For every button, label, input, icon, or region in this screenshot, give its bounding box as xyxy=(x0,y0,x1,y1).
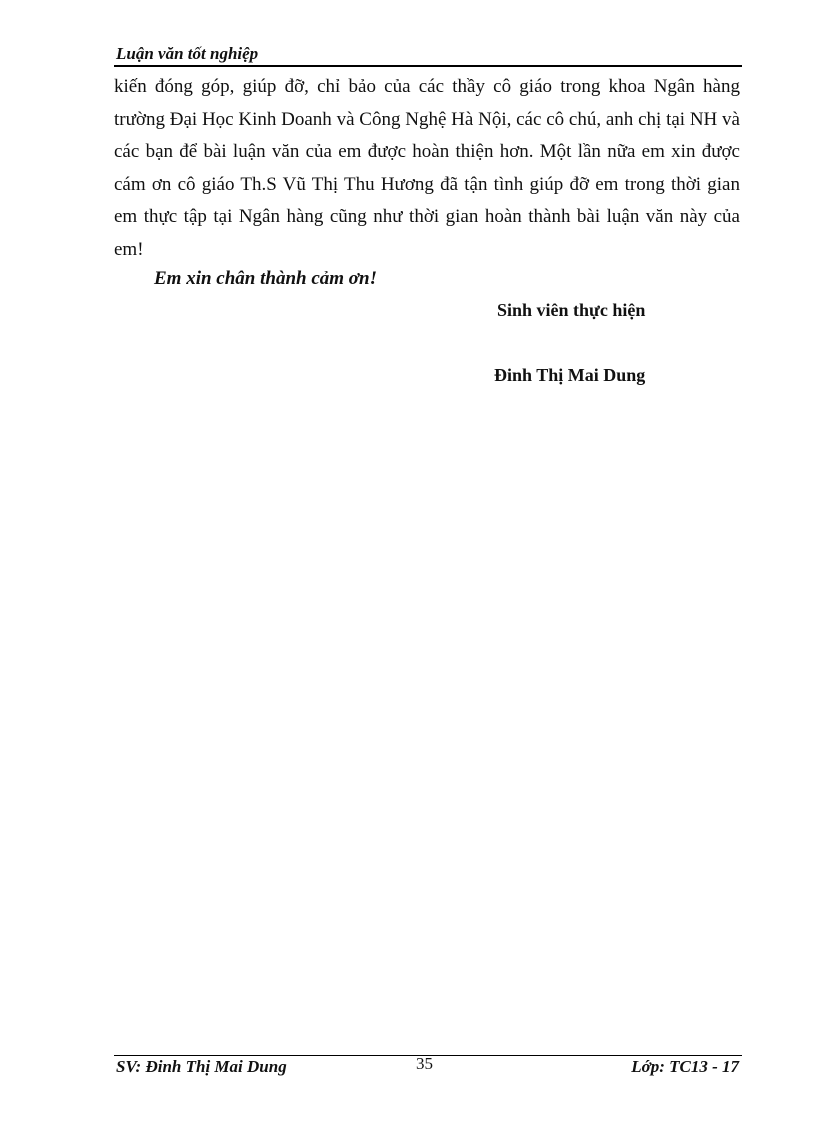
signature-role: Sinh viên thực hiện xyxy=(497,300,646,320)
footer-student-name: SV: Đinh Thị Mai Dung xyxy=(116,1057,287,1076)
signature-name: Đinh Thị Mai Dung xyxy=(494,365,646,385)
footer-class-label: Lớp: TC13 - 17 xyxy=(631,1057,739,1076)
header-divider xyxy=(114,65,742,67)
closing-line: Em xin chân thành cảm ơn! xyxy=(154,268,377,289)
page-number: 35 xyxy=(416,1054,433,1073)
running-header-title: Luận văn tốt nghiệp xyxy=(116,44,259,63)
body-paragraph: kiến đóng góp, giúp đỡ, chỉ bảo của các thầy cô giáo trong khoa Ngân hàng trường Đại Học Kinh Doanh và Công Nghệ Hà Nội, các cô chú, anh chị tại NH và các bạn để bài luận văn của em được hoàn thiện hơn. Một lần nữa em xin được cám ơn cô giáo Th.S Vũ Thị Thu Hương đã tận tình giúp đỡ em trong thời gian em thực tập tại Ngân hàng cũng như thời gian hoàn thành bài luận văn này của em! xyxy=(114,76,740,260)
